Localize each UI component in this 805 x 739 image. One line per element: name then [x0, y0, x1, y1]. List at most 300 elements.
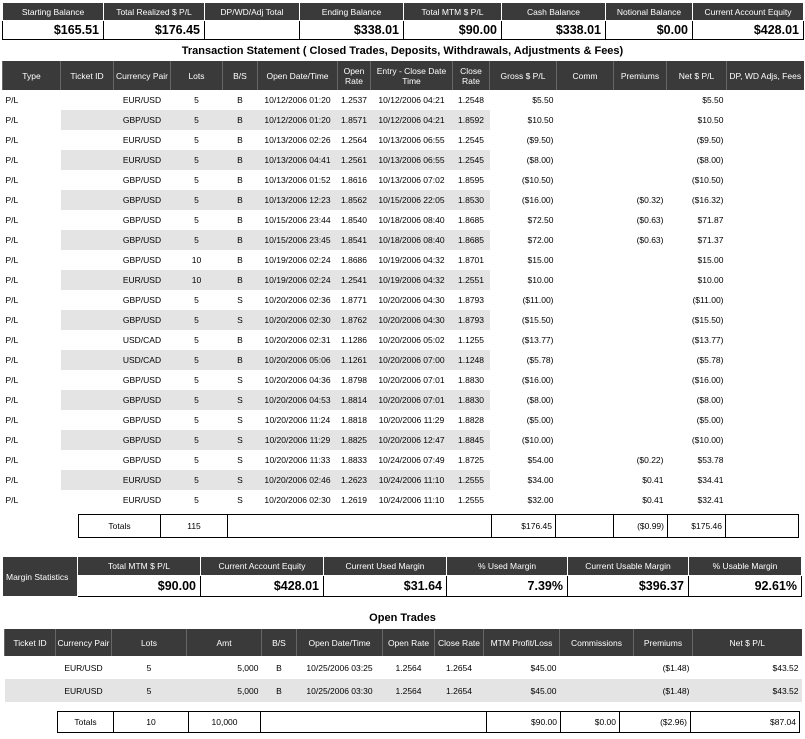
table-cell: 10/15/2006 23:45	[258, 230, 338, 250]
table-cell: 5	[171, 150, 223, 170]
totals-comm	[556, 515, 614, 538]
table-cell: ($5.78)	[526, 355, 554, 365]
table-cell: ($16.00)	[521, 195, 554, 205]
open-trades-column-header: Currency Pair	[56, 629, 112, 656]
table-cell: P/L	[5, 175, 19, 185]
table-cell: B	[223, 230, 258, 250]
open-trades-column-header: Commissions	[560, 629, 634, 656]
table-cell: ($1.48)	[662, 662, 690, 673]
open-totals-comm: $0.00	[561, 712, 620, 733]
account-summary-table	[2, 2, 804, 40]
table-cell: ($15.50)	[521, 315, 554, 325]
transaction-column-header: Ticket ID	[61, 61, 114, 90]
table-cell: $10.50	[527, 115, 554, 125]
table-cell	[727, 290, 804, 310]
table-cell: $43.52	[772, 662, 799, 673]
table-cell: 10/25/2006 03:30	[297, 679, 383, 702]
margin-value: $396.37	[568, 576, 689, 597]
transaction-column-header: Comm	[557, 61, 614, 90]
table-row	[3, 130, 804, 150]
table-cell: 1.8830	[453, 390, 490, 410]
table-cell: 5	[146, 662, 152, 673]
table-cell	[727, 450, 804, 470]
table-cell: 1.8540	[341, 215, 367, 225]
open-totals-net: $87.04	[691, 712, 800, 733]
table-cell: 1.2548	[458, 95, 484, 105]
table-cell: ($5.00)	[526, 415, 554, 425]
table-cell	[557, 430, 614, 450]
open-totals-label: Totals	[58, 712, 114, 733]
table-row	[3, 190, 804, 210]
table-cell: 1.8562	[338, 190, 371, 210]
open-trades-column-header: Close Rate	[435, 629, 484, 656]
table-cell: B	[237, 335, 243, 345]
table-cell: P/L	[5, 235, 19, 245]
table-cell: 1.8530	[453, 190, 490, 210]
open-trades-column-header: Ticket ID	[5, 629, 56, 656]
table-cell	[727, 410, 804, 430]
table-cell: 10/24/2006 07:49	[378, 455, 445, 465]
table-cell: 10/18/2006 08:40	[371, 230, 453, 250]
table-cell: 1.2564	[383, 679, 435, 702]
table-row	[5, 679, 802, 702]
table-cell: EUR/USD	[122, 95, 162, 105]
table-row	[3, 150, 804, 170]
table-cell	[727, 370, 804, 390]
table-cell: ($15.50)	[691, 315, 724, 325]
table-cell: EUR/USD	[114, 150, 171, 170]
table-cell: 5	[171, 310, 223, 330]
table-cell	[557, 250, 614, 270]
table-cell: ($8.00)	[526, 155, 554, 165]
table-cell	[614, 250, 667, 270]
table-cell	[61, 230, 114, 250]
table-cell: 5	[194, 135, 199, 145]
table-cell: $10.00	[697, 275, 724, 285]
table-cell: GBP/USD	[114, 310, 171, 330]
table-cell: 10/13/2006 01:52	[264, 175, 331, 185]
table-cell: 5,000	[237, 662, 259, 673]
table-cell	[557, 130, 614, 150]
table-cell: 10/25/2006 03:25	[306, 662, 373, 673]
table-cell	[727, 330, 804, 350]
table-cell: ($8.00)	[696, 155, 724, 165]
table-cell: 1.8571	[338, 110, 371, 130]
table-cell: 10/15/2006 23:44	[264, 215, 331, 225]
table-cell: 5	[194, 455, 199, 465]
open-totals-lots: 10	[114, 712, 189, 733]
table-cell	[727, 190, 804, 210]
table-row	[3, 210, 804, 230]
table-cell: 5	[171, 110, 223, 130]
table-cell	[557, 470, 614, 490]
table-cell: B	[237, 175, 243, 185]
table-cell: P/L	[5, 315, 19, 325]
table-cell: GBP/USD	[122, 295, 162, 305]
table-cell: 1.8685	[458, 215, 484, 225]
table-cell: S	[237, 415, 243, 425]
open-trades-table	[4, 629, 802, 702]
table-row	[3, 350, 804, 370]
table-cell: S	[223, 310, 258, 330]
table-cell: EUR/USD	[64, 662, 103, 673]
table-cell: 10/20/2006 07:01	[378, 375, 445, 385]
summary-header: DP/WD/Adj Total	[205, 3, 300, 21]
table-cell: 10/19/2006 04:32	[378, 255, 445, 265]
open-trades-column-header: MTM Profit/Loss	[484, 629, 560, 656]
table-cell: 5	[194, 215, 199, 225]
table-cell: 1.2545	[453, 150, 490, 170]
table-cell: ($0.32)	[636, 195, 664, 205]
table-cell: P/L	[5, 335, 19, 345]
table-cell	[557, 390, 614, 410]
table-cell	[557, 230, 614, 250]
table-cell: 1.8818	[341, 415, 367, 425]
table-cell: $10.00	[527, 275, 554, 285]
summary-header: Ending Balance	[300, 3, 404, 21]
table-cell	[61, 290, 114, 310]
table-cell: $45.00	[484, 679, 560, 702]
transaction-column-header: Type	[3, 61, 61, 90]
totals-premiums: ($0.99)	[614, 515, 668, 538]
table-cell: $15.00	[697, 255, 724, 265]
summary-header: Total MTM $ P/L	[404, 3, 502, 21]
table-cell	[557, 490, 614, 510]
table-cell: ($11.00)	[692, 295, 724, 305]
table-cell: 1.8541	[338, 230, 371, 250]
table-cell: 10/20/2006 11:29	[378, 415, 445, 425]
table-cell: 5	[194, 175, 199, 185]
table-cell: 1.8828	[458, 415, 484, 425]
table-cell: 5	[194, 335, 199, 345]
table-cell: $10.50	[697, 115, 724, 125]
margin-header: % Used Margin	[447, 557, 568, 576]
table-cell: 1.2654	[435, 679, 484, 702]
table-cell: 5	[194, 95, 199, 105]
table-cell	[557, 370, 614, 390]
table-cell: 10/20/2006 11:24	[264, 415, 331, 425]
table-cell: 1.2561	[338, 150, 371, 170]
table-cell	[727, 90, 804, 110]
table-cell: $32.41	[697, 495, 724, 505]
transaction-statement-title: Transaction Statement ( Closed Trades, Deposits, Withdrawals, Adjustments & Fees)	[181, 45, 624, 57]
table-cell: 10/19/2006 02:24	[264, 255, 331, 265]
table-cell: EUR/USD	[122, 135, 162, 145]
open-trades-totals-row	[57, 711, 800, 733]
table-cell: 5	[194, 495, 199, 505]
table-row	[3, 490, 804, 510]
table-cell: P/L	[5, 215, 19, 225]
table-cell	[557, 190, 614, 210]
table-cell: 10/20/2006 02:36	[264, 295, 331, 305]
table-cell: ($0.63)	[636, 235, 664, 245]
table-cell: 5	[171, 350, 223, 370]
open-totals-amt: 10,000	[189, 712, 261, 733]
table-cell	[614, 290, 667, 310]
table-cell: 1.8814	[338, 390, 371, 410]
table-cell: ($13.77)	[691, 335, 724, 345]
transaction-column-header: Entry - Close Date Time	[371, 61, 453, 90]
table-cell: S	[237, 375, 243, 385]
table-cell: 10/24/2006 11:10	[371, 470, 453, 490]
transaction-column-header: B/S	[223, 61, 258, 90]
table-cell	[61, 490, 114, 510]
table-cell	[727, 150, 804, 170]
table-cell: 5	[171, 390, 223, 410]
summary-header: Cash Balance	[502, 3, 606, 21]
table-cell: P/L	[5, 435, 19, 445]
table-cell: 1.2623	[338, 470, 371, 490]
table-cell: P/L	[5, 375, 19, 385]
table-cell	[61, 370, 114, 390]
table-cell: P/L	[5, 95, 19, 105]
table-cell	[557, 270, 614, 290]
margin-header: Current Usable Margin	[568, 557, 689, 576]
table-cell: $45.00	[530, 662, 557, 673]
table-cell	[61, 310, 114, 330]
table-cell: P/L	[5, 475, 19, 485]
table-cell: 5,000	[187, 679, 262, 702]
table-cell: GBP/USD	[122, 415, 162, 425]
table-cell	[61, 210, 114, 230]
table-row	[5, 656, 802, 679]
open-trades-column-header: Open Rate	[383, 629, 435, 656]
open-totals-spacer	[261, 712, 487, 733]
table-cell	[727, 210, 804, 230]
table-cell: ($1.48)	[634, 679, 693, 702]
table-cell: ($9.50)	[696, 135, 724, 145]
open-trades-column-header: Lots	[112, 629, 187, 656]
table-cell: $43.52	[693, 679, 802, 702]
table-row	[3, 410, 804, 430]
table-cell: 1.8685	[453, 230, 490, 250]
table-cell	[727, 230, 804, 250]
table-cell	[61, 190, 114, 210]
table-cell: B	[223, 350, 258, 370]
table-cell: GBP/USD	[114, 230, 171, 250]
table-cell	[614, 330, 667, 350]
table-cell: 1.8830	[458, 375, 484, 385]
table-cell	[727, 270, 804, 290]
table-cell: 1.8592	[453, 110, 490, 130]
table-cell: 10/12/2006 04:21	[378, 95, 445, 105]
table-cell: P/L	[5, 455, 19, 465]
table-cell	[557, 350, 614, 370]
table-cell	[61, 430, 114, 450]
table-cell: $32.00	[527, 495, 554, 505]
table-cell	[61, 90, 114, 110]
table-cell: $15.00	[527, 255, 554, 265]
table-cell: S	[237, 295, 243, 305]
table-cell	[557, 290, 614, 310]
table-cell: $71.87	[697, 215, 724, 225]
table-cell: P/L	[5, 295, 19, 305]
table-cell	[727, 170, 804, 190]
table-row	[3, 450, 804, 470]
table-cell: 5	[171, 430, 223, 450]
table-cell	[5, 679, 56, 702]
table-cell	[560, 656, 634, 679]
table-cell: 5	[171, 190, 223, 210]
table-cell: $5.50	[532, 95, 554, 105]
table-cell	[727, 110, 804, 130]
table-cell	[557, 90, 614, 110]
table-row	[3, 470, 804, 490]
table-cell: 10/20/2006 04:30	[378, 295, 445, 305]
table-cell: 10/12/2006 04:21	[371, 110, 453, 130]
margin-statistics-label: Margin Statistics	[3, 557, 78, 597]
table-cell: $72.00	[527, 235, 554, 245]
table-cell: 10/19/2006 04:32	[371, 270, 453, 290]
table-cell: 1.2545	[458, 135, 484, 145]
table-cell	[727, 130, 804, 150]
summary-value: $428.01	[693, 21, 804, 40]
transaction-column-header: Net $ P/L	[667, 61, 727, 90]
table-cell: 10/20/2006 04:36	[264, 375, 331, 385]
margin-header: Current Account Equity	[201, 557, 324, 576]
table-cell: 10	[171, 270, 223, 290]
table-cell: 10/18/2006 08:40	[378, 215, 445, 225]
open-totals-premiums: ($2.96)	[620, 712, 691, 733]
table-cell: 1.2555	[453, 470, 490, 490]
table-cell: ($13.77)	[521, 335, 554, 345]
table-cell: 1.2541	[338, 270, 371, 290]
table-row	[3, 250, 804, 270]
table-cell: $0.41	[642, 495, 664, 505]
totals-label: Totals	[79, 515, 161, 538]
table-cell: 10/20/2006 07:01	[371, 390, 453, 410]
margin-value: 7.39%	[447, 576, 568, 597]
table-row	[3, 170, 804, 190]
table-cell: 5	[194, 415, 199, 425]
table-row	[3, 430, 804, 450]
table-cell: 10/13/2006 06:55	[371, 150, 453, 170]
summary-header: Current Account Equity	[693, 3, 804, 21]
table-cell: 1.8701	[458, 255, 484, 265]
table-cell	[61, 250, 114, 270]
margin-header: % Usable Margin	[689, 557, 802, 576]
table-cell: $34.41	[697, 475, 724, 485]
table-cell: 1.8825	[338, 430, 371, 450]
table-cell: $5.50	[702, 95, 724, 105]
summary-header: Total Realized $ P/L	[104, 3, 205, 21]
table-cell: 10/13/2006 02:26	[264, 135, 331, 145]
table-cell	[61, 390, 114, 410]
table-cell: 5	[171, 470, 223, 490]
table-row	[3, 230, 804, 250]
table-cell: 1.8798	[341, 375, 367, 385]
table-row	[3, 290, 804, 310]
table-cell: $54.00	[527, 455, 554, 465]
table-cell	[614, 130, 667, 150]
table-cell	[557, 170, 614, 190]
table-cell	[557, 330, 614, 350]
table-cell: S	[237, 455, 243, 465]
table-cell: $34.00	[527, 475, 554, 485]
table-cell: GBP/USD	[122, 255, 162, 265]
table-cell	[614, 310, 667, 330]
table-cell	[61, 410, 114, 430]
summary-header: Starting Balance	[3, 3, 104, 21]
table-cell: ($8.00)	[696, 395, 724, 405]
table-cell: 1.8616	[341, 175, 367, 185]
table-cell: 10/20/2006 02:31	[264, 335, 331, 345]
open-totals-mtm: $90.00	[487, 712, 561, 733]
table-cell: 1.1286	[341, 335, 367, 345]
table-cell: 10/13/2006 12:23	[258, 190, 338, 210]
table-cell: ($5.78)	[696, 355, 724, 365]
table-cell	[614, 350, 667, 370]
table-cell	[557, 150, 614, 170]
transaction-rows	[3, 90, 804, 510]
table-cell: 1.1261	[338, 350, 371, 370]
summary-values-row	[3, 21, 804, 40]
table-cell: 10/20/2006 02:30	[264, 495, 331, 505]
table-row	[3, 90, 804, 110]
table-cell: 1.8771	[341, 295, 367, 305]
table-cell	[61, 110, 114, 130]
margin-value: $428.01	[201, 576, 324, 597]
open-trades-column-header: Amt	[187, 629, 262, 656]
table-cell: ($11.00)	[522, 295, 554, 305]
table-cell: $72.50	[527, 215, 554, 225]
table-cell	[61, 450, 114, 470]
table-cell: ($10.50)	[521, 175, 554, 185]
table-cell: P/L	[5, 155, 19, 165]
table-cell: B	[223, 150, 258, 170]
table-cell: 1.8762	[338, 310, 371, 330]
table-cell: ($5.00)	[696, 415, 724, 425]
table-cell: 10/20/2006 11:33	[264, 455, 331, 465]
table-cell	[727, 250, 804, 270]
transaction-column-header: Currency Pair	[114, 61, 171, 90]
table-cell: 1.8725	[458, 455, 484, 465]
table-cell	[61, 130, 114, 150]
table-row	[3, 370, 804, 390]
table-cell: EUR/USD	[114, 270, 171, 290]
table-row	[3, 110, 804, 130]
margin-value: $90.00	[78, 576, 201, 597]
table-cell: 1.2551	[453, 270, 490, 290]
open-trades-column-header: Premiums	[634, 629, 693, 656]
table-cell: B	[262, 679, 297, 702]
table-cell	[61, 470, 114, 490]
margin-value: $31.64	[324, 576, 447, 597]
open-trades-column-header: Net $ P/L	[693, 629, 802, 656]
transaction-column-header: Open Rate	[338, 61, 371, 90]
table-cell: 5	[112, 679, 187, 702]
table-cell: 1.8595	[458, 175, 484, 185]
table-cell: P/L	[5, 135, 19, 145]
table-cell	[727, 490, 804, 510]
table-cell: B	[237, 135, 243, 145]
table-cell: P/L	[5, 275, 19, 285]
open-trades-title: Open Trades	[369, 612, 436, 624]
table-cell	[614, 90, 667, 110]
table-cell: GBP/USD	[122, 455, 162, 465]
table-cell: GBP/USD	[122, 215, 162, 225]
transaction-column-header: Gross $ P/L	[490, 61, 557, 90]
table-cell: EUR/USD	[114, 470, 171, 490]
table-cell: P/L	[5, 395, 19, 405]
table-cell: $0.41	[642, 475, 664, 485]
table-row	[3, 270, 804, 290]
table-cell: 1.8686	[341, 255, 367, 265]
totals-lots: 115	[161, 515, 228, 538]
transaction-column-header: Premiums	[614, 61, 667, 90]
table-cell	[557, 110, 614, 130]
table-cell: 10/20/2006 04:30	[371, 310, 453, 330]
